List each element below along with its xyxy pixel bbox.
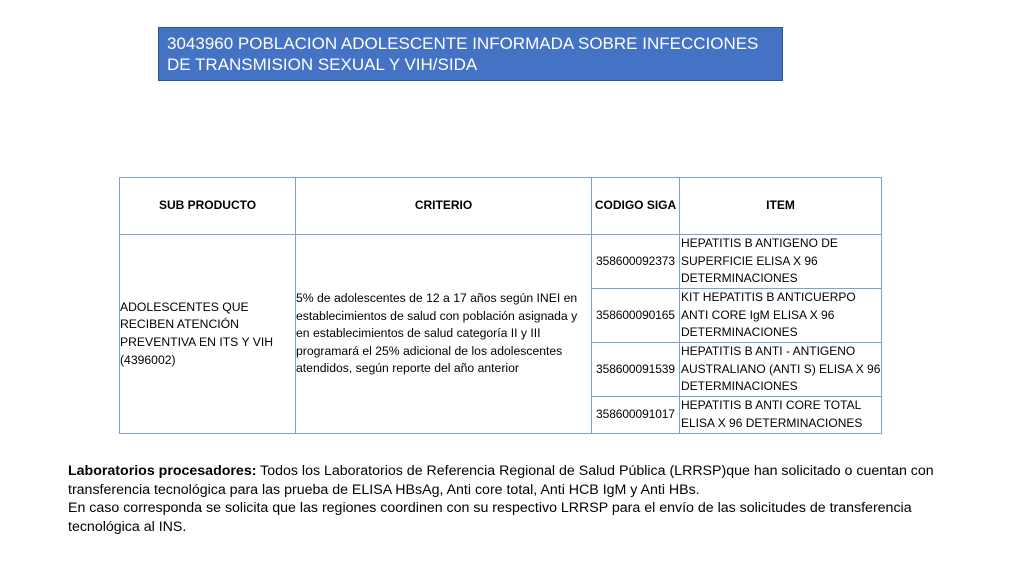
- note-text-1: Todos los Laboratorios de Referencia Regional de Salud Pública (LRRSP)que han solicitado o cuentan con transferencia tecnológica para las prueba de ELISA HBsAg, Anti core total, Anti HCB IgM y Anti HBs.: [68, 463, 934, 498]
- items-table: [119, 177, 882, 434]
- table-row: [120, 235, 882, 289]
- slide-title: [158, 27, 783, 81]
- item-cell: HEPATITIS B ANTI - ANTIGENO AUSTRALIANO (ANTI S) ELISA X 96 DETERMINACIONES: [680, 343, 882, 397]
- table-header-row: [120, 178, 882, 235]
- sub-producto-cell: ADOLESCENTES QUE RECIBEN ATENCIÓN PREVENTIVA EN ITS Y VIH (4396002): [120, 235, 296, 434]
- item-cell: HEPATITIS B ANTI CORE TOTAL ELISA X 96 DETERMINACIONES: [680, 397, 882, 434]
- note-paragraph-2: En caso corresponda se solicita que las regiones coordinen con su respectivo LRRSP para el envío de las solicitudes de transferencia tecnológica al INS.: [68, 500, 912, 535]
- slide-title-text: 3043960 POBLACION ADOLESCENTE INFORMADA SOBRE INFECCIONES DE TRANSMISION SEXUAL Y VIH/SIDA: [167, 34, 759, 74]
- item-cell: KIT HEPATITIS B ANTICUERPO ANTI CORE IgM ELISA X 96 DETERMINACIONES: [680, 289, 882, 343]
- header-item: ITEM: [680, 178, 882, 235]
- item-cell: HEPATITIS B ANTIGENO DE SUPERFICIE ELISA X 96 DETERMINACIONES: [680, 235, 882, 289]
- codigo-siga-cell: 358600092373: [592, 235, 680, 289]
- header-sub-producto: SUB PRODUCTO: [120, 178, 296, 235]
- criterio-cell: 5% de adolescentes de 12 a 17 años según INEI en establecimientos de salud con población asignada y en establecimientos de salud categoría II y III programará el 25% adicional de los adolescentes atendidos, según reporte del año anterior: [296, 235, 592, 434]
- header-criterio: CRITERIO: [296, 178, 592, 235]
- codigo-siga-cell: 358600090165: [592, 289, 680, 343]
- codigo-siga-cell: 358600091017: [592, 397, 680, 434]
- laboratory-note: [68, 462, 968, 536]
- codigo-siga-cell: 358600091539: [592, 343, 680, 397]
- header-codigo-siga: CODIGO SIGA: [592, 178, 680, 235]
- note-paragraph-1: [68, 462, 968, 499]
- note-label: Laboratorios procesadores:: [68, 463, 257, 479]
